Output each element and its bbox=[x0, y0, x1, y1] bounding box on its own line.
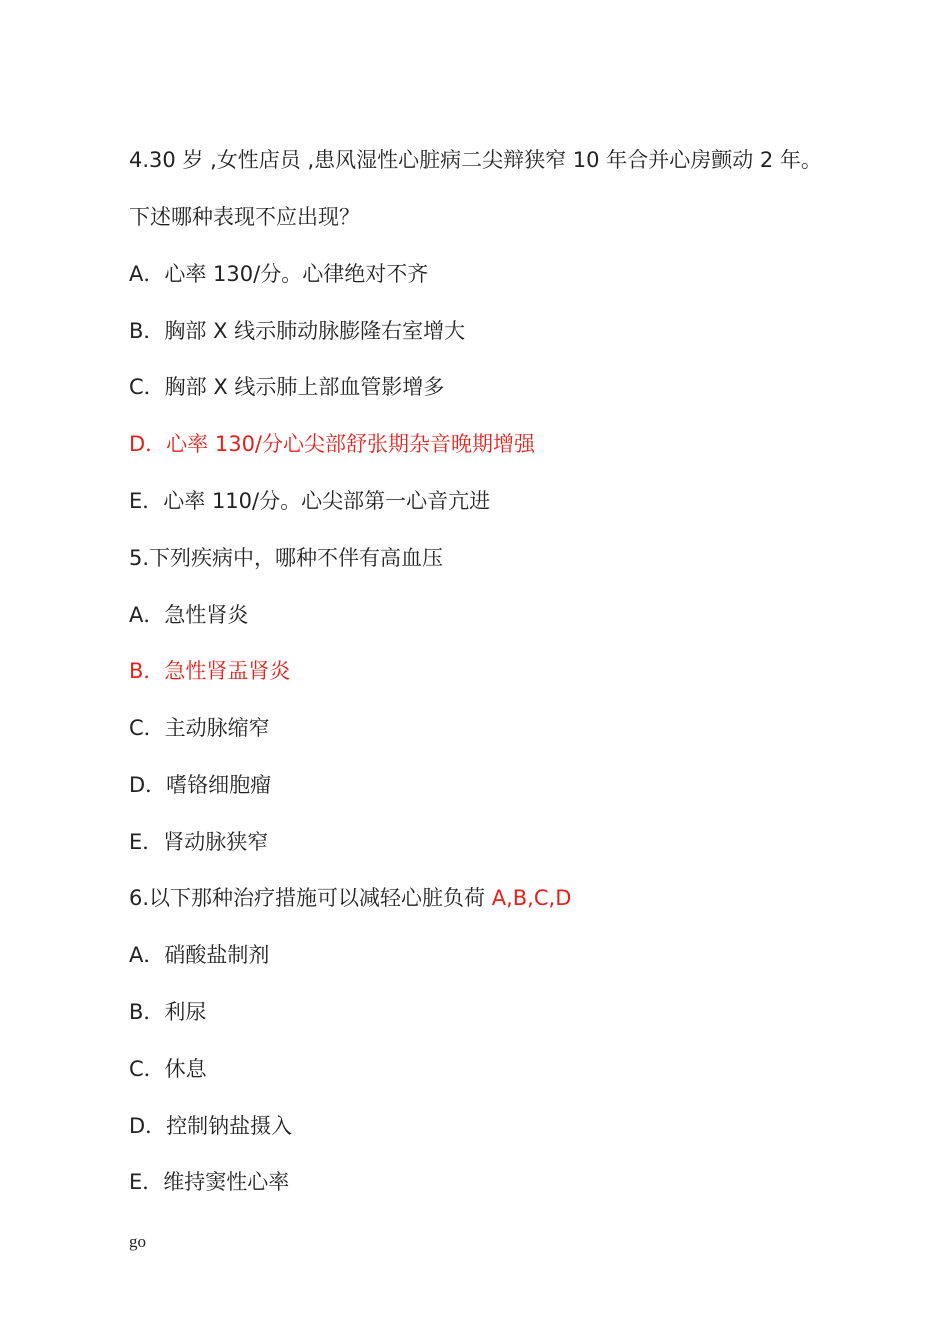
question-5-option-e: E．肾动脉狭窄 bbox=[129, 830, 269, 854]
question-4-option-b: B．胸部 X 线示肺动脉膨隆右室增大 bbox=[129, 319, 466, 343]
question-6-option-a: A．硝酸盐制剂 bbox=[129, 943, 270, 967]
page-footer-text: go bbox=[129, 1232, 146, 1251]
question-5-stem: 5.下列疾病中，哪种不伴有高血压 bbox=[129, 546, 444, 570]
question-4-option-a: A．心率 130/分。心律绝对不齐 bbox=[129, 262, 429, 286]
question-6-option-d: D．控制钠盐摄入 bbox=[129, 1114, 293, 1138]
question-4-option-e: E．心率 110/分。心尖部第一心音亢进 bbox=[129, 489, 491, 513]
question-6-option-c: C．休息 bbox=[129, 1057, 207, 1081]
question-5-option-b-correct: B．急性肾盂肾炎 bbox=[129, 659, 291, 683]
question-4-option-d-correct: D．心率 130/分心尖部舒张期杂音晚期增强 bbox=[129, 432, 536, 456]
question-6-stem: 6.以下那种治疗措施可以减轻心脏负荷 bbox=[129, 886, 486, 910]
question-4-option-c: C．胸部 X 线示肺上部血管影增多 bbox=[129, 375, 445, 399]
question-6-stem-row bbox=[129, 884, 571, 912]
question-5-option-c: C．主动脉缩窄 bbox=[129, 716, 270, 740]
question-4-stem-line-2: 下述哪种表现不应出现？ bbox=[129, 205, 360, 229]
question-5-option-a: A．急性肾炎 bbox=[129, 603, 249, 627]
question-4-stem-line-1: 4.30 岁 ,女性店员 ,患风湿性心脏病二尖辩狭窄 10 年合并心房颤动 2 年。 bbox=[129, 148, 822, 172]
question-6-option-e: E．维持窦性心率 bbox=[129, 1170, 290, 1194]
question-6-answer: A,B,C,D bbox=[491, 886, 572, 910]
question-6-option-b: B．利尿 bbox=[129, 1000, 207, 1024]
question-5-option-d: D．嗜铬细胞瘤 bbox=[129, 773, 272, 797]
